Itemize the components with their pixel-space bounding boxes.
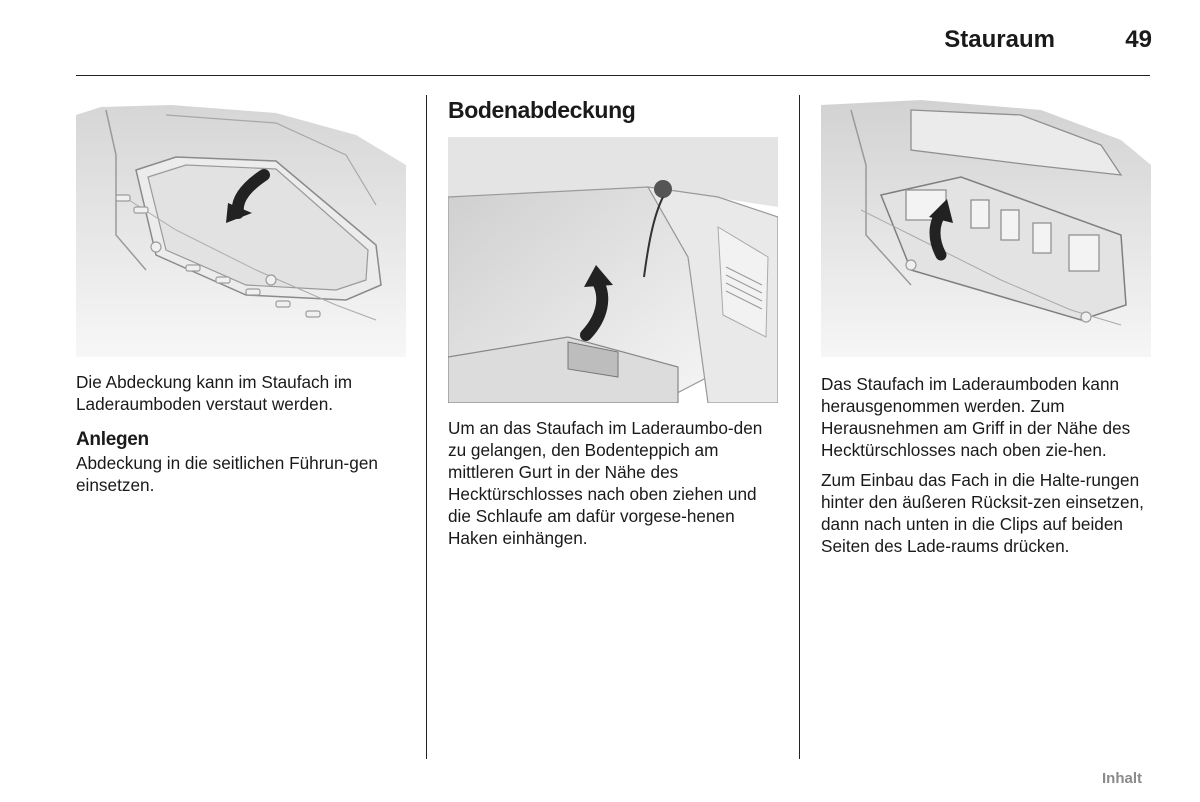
header-divider <box>76 75 1150 76</box>
page-title: Stauraum <box>944 26 1055 53</box>
column-right <box>821 95 1151 557</box>
contents-link[interactable]: Inhalt <box>1102 770 1142 787</box>
subheading: Anlegen <box>76 429 149 450</box>
column-middle <box>448 95 778 549</box>
storage-compartment-removal-illustration <box>821 95 1151 357</box>
paragraph: Die Abdeckung kann im Staufach im Laderaumboden verstaut werden. <box>76 372 353 414</box>
column-divider-2 <box>799 95 800 759</box>
page-number: 49 <box>1125 26 1152 53</box>
paragraph: Zum Einbau das Fach in die Halte-rungen hinter den äußeren Rücksit-zen einsetzen, dann nach unten in die Clips auf beiden Seiten des Lade-raums drücken. <box>821 470 1144 556</box>
paragraph: Das Staufach im Laderaumboden kann herausgenommen werden. Zum Herausnehmen am Griff in der Nähe des Hecktürschlosses nach oben zie-hen. <box>821 374 1131 460</box>
column-left <box>76 95 406 496</box>
floor-cover-lift-illustration <box>448 137 778 403</box>
section-heading: Bodenabdeckung <box>448 97 636 123</box>
column-divider-1 <box>426 95 427 759</box>
paragraph: Um an das Staufach im Laderaumbo-den zu gelangen, den Bodenteppich am mittleren Gurt in der Nähe des Hecktürschlosses nach oben ziehen und die Schlaufe am dafür vorgese-henen Haken einhängen. <box>448 418 763 548</box>
trunk-cover-stow-illustration <box>76 95 406 357</box>
paragraph: Abdeckung in die seitlichen Führun-gen einsetzen. <box>76 453 378 495</box>
